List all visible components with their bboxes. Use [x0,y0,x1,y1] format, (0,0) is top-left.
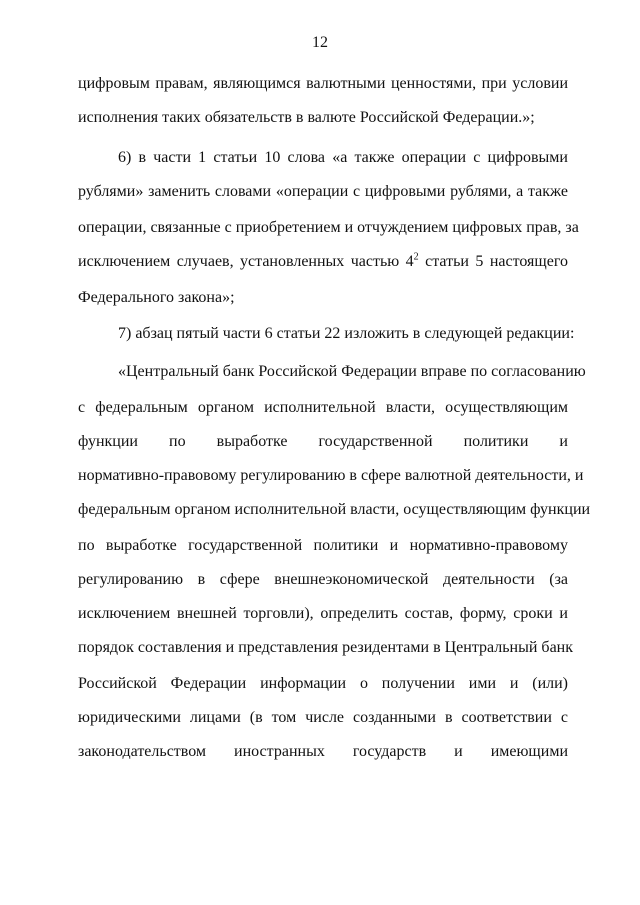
text-line: цифровым правам, являющимся валютными ценностями, при условии [78,75,568,92]
page-number: 12 [312,34,328,51]
text-line-with-superscript [78,252,568,272]
text-line: «Центральный банк Российской Федерации вправе по согласованию [118,363,586,380]
text-line: регулированию в сфере внешнеэкономической деятельности (за [78,571,568,588]
text-line: законодательством иностранных государств и имеющими [78,743,568,760]
text-line: исключением внешней торговли), определить состав, форму, сроки и [78,605,568,622]
text-line: 6) в части 1 статьи 10 слова «а также операции с цифровыми [118,149,568,166]
text-line: нормативно-правовому регулированию в сфере валютной деятельности, и [78,467,584,484]
text-line: Федерального закона»; [78,289,235,306]
superscript: 2 [413,251,419,263]
text-line: функции по выработке государственной политики и [78,433,568,450]
text-line: порядок составления и представления резидентами в Центральный банк [78,639,573,656]
text-line: федеральным органом исполнительной власти, осуществляющим функции [78,501,591,518]
text-line: 7) абзац пятый части 6 статьи 22 изложить в следующей редакции: [118,325,575,342]
text-line: исполнения таких обязательств в валюте Российской Федерации.»; [78,109,535,126]
text-line: с федеральным органом исполнительной власти, осуществляющим [78,399,568,416]
text-line: рублями» заменить словами «операции с цифровыми рублями, а также [78,183,568,200]
text-segment: исключением случаев, установленных частью 4 [78,253,414,270]
text-line: операции, связанные с приобретением и отчуждением цифровых прав, за [78,219,579,236]
text-line: Российской Федерации информации о получении ими и (или) [78,675,568,692]
text-segment: статьи 5 настоящего [418,253,569,270]
text-line: по выработке государственной политики и нормативно-правовому [78,537,568,554]
text-line: юридическими лицами (в том числе созданными в соответствии с [78,709,568,726]
